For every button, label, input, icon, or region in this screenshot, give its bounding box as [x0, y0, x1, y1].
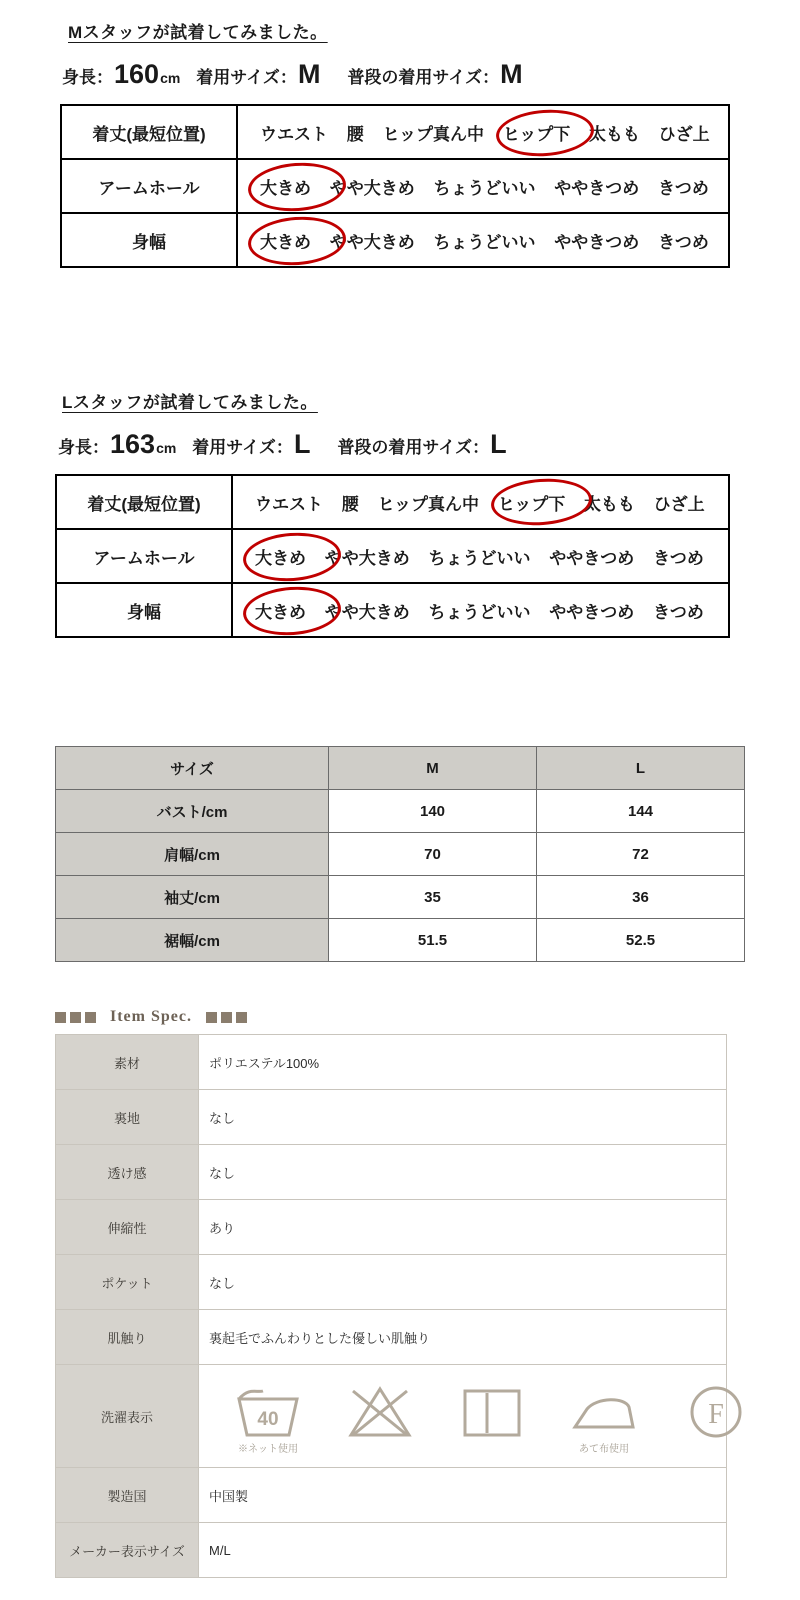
fit-row-options-m-2: [237, 213, 729, 267]
no-bleach-icon: [343, 1379, 417, 1453]
fit-option-selected[interactable]: 大きめ: [255, 602, 306, 622]
size-cell-l: 72: [537, 833, 745, 876]
spec-key: メーカー表示サイズ: [56, 1523, 199, 1578]
spec-value: なし: [199, 1090, 727, 1145]
table-row: [56, 1090, 727, 1145]
table-row: [56, 876, 745, 919]
usual-size-label-m: 普段の着用サイズ：: [347, 68, 500, 87]
spec-value: 中国製: [199, 1468, 727, 1523]
size-cell-m: 70: [329, 833, 537, 876]
fit-row-options-l-0: [232, 475, 729, 529]
fit-row-options-m-0: [237, 105, 729, 159]
fit-option[interactable]: ちょうどいい: [433, 232, 536, 252]
worn-size-label-m: 着用サイズ：: [196, 68, 297, 87]
fit-option[interactable]: 太もも: [588, 124, 640, 144]
table-row: [56, 1310, 727, 1365]
item-spec-heading: [55, 1008, 247, 1026]
fit-option[interactable]: やや大きめ: [324, 548, 410, 568]
staff-review-title-l: Lスタッフが試着してみました。: [62, 393, 318, 412]
size-cell-m: 140: [329, 790, 537, 833]
fit-option[interactable]: ウエスト: [255, 494, 323, 514]
fit-row-options-l-2: [232, 583, 729, 637]
dry-clean-f-icon: [679, 1379, 753, 1453]
size-header-m: M: [329, 747, 537, 790]
wash-tub-40-icon: [231, 1379, 305, 1453]
height-unit-m: cm: [160, 70, 181, 86]
height-value-m: 160: [114, 59, 160, 89]
spec-value: ポリエステル100%: [199, 1035, 727, 1090]
height-value-l: 163: [110, 429, 156, 459]
usual-size-value-m: M: [500, 59, 523, 89]
fit-option[interactable]: ヒップ真ん中: [377, 494, 479, 514]
table-row: [56, 1145, 727, 1200]
size-cell-m: 35: [329, 876, 537, 919]
size-cell-l: 36: [537, 876, 745, 919]
usual-size-label-l: 普段の着用サイズ：: [337, 438, 490, 457]
fit-option[interactable]: きつめ: [657, 178, 709, 198]
fit-option[interactable]: やや大きめ: [329, 178, 415, 198]
table-row: [56, 583, 729, 637]
fit-option[interactable]: やや大きめ: [329, 232, 415, 252]
table-row: [56, 1365, 727, 1468]
fit-option-selected[interactable]: ヒップ下: [502, 124, 571, 144]
spec-key: ポケット: [56, 1255, 199, 1310]
fit-option[interactable]: やや大きめ: [324, 602, 410, 622]
table-row: [56, 919, 745, 962]
size-cell-l: 144: [537, 790, 745, 833]
fit-option[interactable]: ややきつめ: [549, 548, 635, 568]
size-measurement-table: [55, 746, 745, 962]
wash-symbols-cell: [199, 1365, 727, 1468]
table-row: [56, 1523, 727, 1578]
fit-table-m: [60, 104, 730, 268]
staff-review-title-m: Mスタッフが試着してみました。: [68, 23, 328, 42]
table-row: [56, 833, 745, 876]
fit-option[interactable]: ひざ上: [658, 124, 710, 144]
size-row-label: 袖丈/cm: [56, 876, 329, 919]
fit-option[interactable]: ひざ上: [653, 494, 705, 514]
worn-size-label-l: 着用サイズ：: [192, 438, 293, 457]
fit-option[interactable]: きつめ: [652, 602, 704, 622]
fit-option[interactable]: 腰: [341, 494, 359, 514]
fit-option-selected[interactable]: ヒップ下: [497, 494, 566, 514]
table-row: [56, 1200, 727, 1255]
staff-review-block-m: [0, 18, 800, 268]
fit-option[interactable]: ちょうどいい: [428, 548, 531, 568]
wash-tub-caption: ※ネット使用: [238, 1444, 298, 1455]
fit-option[interactable]: 太もも: [583, 494, 635, 514]
fit-option[interactable]: ちょうどいい: [433, 178, 536, 198]
table-row: [61, 159, 729, 213]
dry-clean-letter: F: [708, 1399, 724, 1430]
spec-key: 透け感: [56, 1145, 199, 1200]
fit-row-key-l-0: 着丈(最短位置): [56, 475, 232, 529]
fit-row-key-m-2: 身幅: [61, 213, 237, 267]
size-header-label: サイズ: [56, 747, 329, 790]
fit-row-key-m-0: 着丈(最短位置): [61, 105, 237, 159]
table-row: [56, 790, 745, 833]
spec-value: 裏起毛でふんわりとした優しい肌触り: [199, 1310, 727, 1365]
table-row: [56, 475, 729, 529]
fit-option[interactable]: ちょうどいい: [428, 602, 531, 622]
fit-option[interactable]: 腰: [346, 124, 364, 144]
staff-meta-m: [62, 59, 800, 90]
spec-value: M/L: [199, 1523, 727, 1578]
item-spec-table: [55, 1034, 727, 1578]
table-row: [56, 1255, 727, 1310]
spec-key: 洗濯表示: [56, 1365, 199, 1468]
square-ornament-right-icon: [206, 1012, 247, 1023]
spec-key: 製造国: [56, 1468, 199, 1523]
height-label-l: 身長：: [58, 438, 109, 457]
fit-option[interactable]: きつめ: [657, 232, 709, 252]
square-ornament-left-icon: [55, 1012, 96, 1023]
wash-temp-label: 40: [257, 1409, 279, 1430]
height-unit-l: cm: [156, 440, 177, 456]
fit-row-key-l-2: 身幅: [56, 583, 232, 637]
spec-value: なし: [199, 1255, 727, 1310]
table-row: [56, 529, 729, 583]
fit-option[interactable]: ややきつめ: [554, 232, 640, 252]
fit-option[interactable]: ややきつめ: [549, 602, 635, 622]
table-row: [56, 1035, 727, 1090]
spec-key: 伸縮性: [56, 1200, 199, 1255]
spec-key: 素材: [56, 1035, 199, 1090]
fit-option[interactable]: ヒップ真ん中: [382, 124, 484, 144]
size-header-l: L: [537, 747, 745, 790]
staff-review-block-l: [0, 388, 800, 638]
fit-table-l: [55, 474, 730, 638]
height-label-m: 身長：: [62, 68, 113, 87]
size-row-label: バスト/cm: [56, 790, 329, 833]
tumble-dry-icon: [455, 1379, 529, 1453]
table-row: [61, 105, 729, 159]
table-row: [56, 1468, 727, 1523]
spec-value: あり: [199, 1200, 727, 1255]
fit-option[interactable]: ウエスト: [260, 124, 328, 144]
fit-option[interactable]: きつめ: [652, 548, 704, 568]
staff-meta-l: [58, 429, 800, 460]
fit-row-options-l-1: [232, 529, 729, 583]
spec-key: 裏地: [56, 1090, 199, 1145]
iron-caption: あて布使用: [579, 1444, 629, 1455]
iron-low-icon: [567, 1379, 641, 1453]
fit-row-key-m-1: アームホール: [61, 159, 237, 213]
fit-row-key-l-1: アームホール: [56, 529, 232, 583]
spec-key: 肌触り: [56, 1310, 199, 1365]
fit-option-selected[interactable]: 大きめ: [260, 232, 311, 252]
spec-value: なし: [199, 1145, 727, 1200]
size-cell-l: 52.5: [537, 919, 745, 962]
worn-size-value-m: M: [297, 59, 321, 89]
size-cell-m: 51.5: [329, 919, 537, 962]
size-row-label: 肩幅/cm: [56, 833, 329, 876]
worn-size-value-l: L: [293, 429, 311, 459]
fit-option-selected[interactable]: 大きめ: [260, 178, 311, 198]
fit-option-selected[interactable]: 大きめ: [255, 548, 306, 568]
table-row: [61, 213, 729, 267]
size-table-header-row: [56, 747, 745, 790]
usual-size-value-l: L: [490, 429, 507, 459]
fit-row-options-m-1: [237, 159, 729, 213]
fit-option[interactable]: ややきつめ: [554, 178, 640, 198]
size-row-label: 裾幅/cm: [56, 919, 329, 962]
item-spec-title: Item Spec.: [110, 1008, 192, 1025]
